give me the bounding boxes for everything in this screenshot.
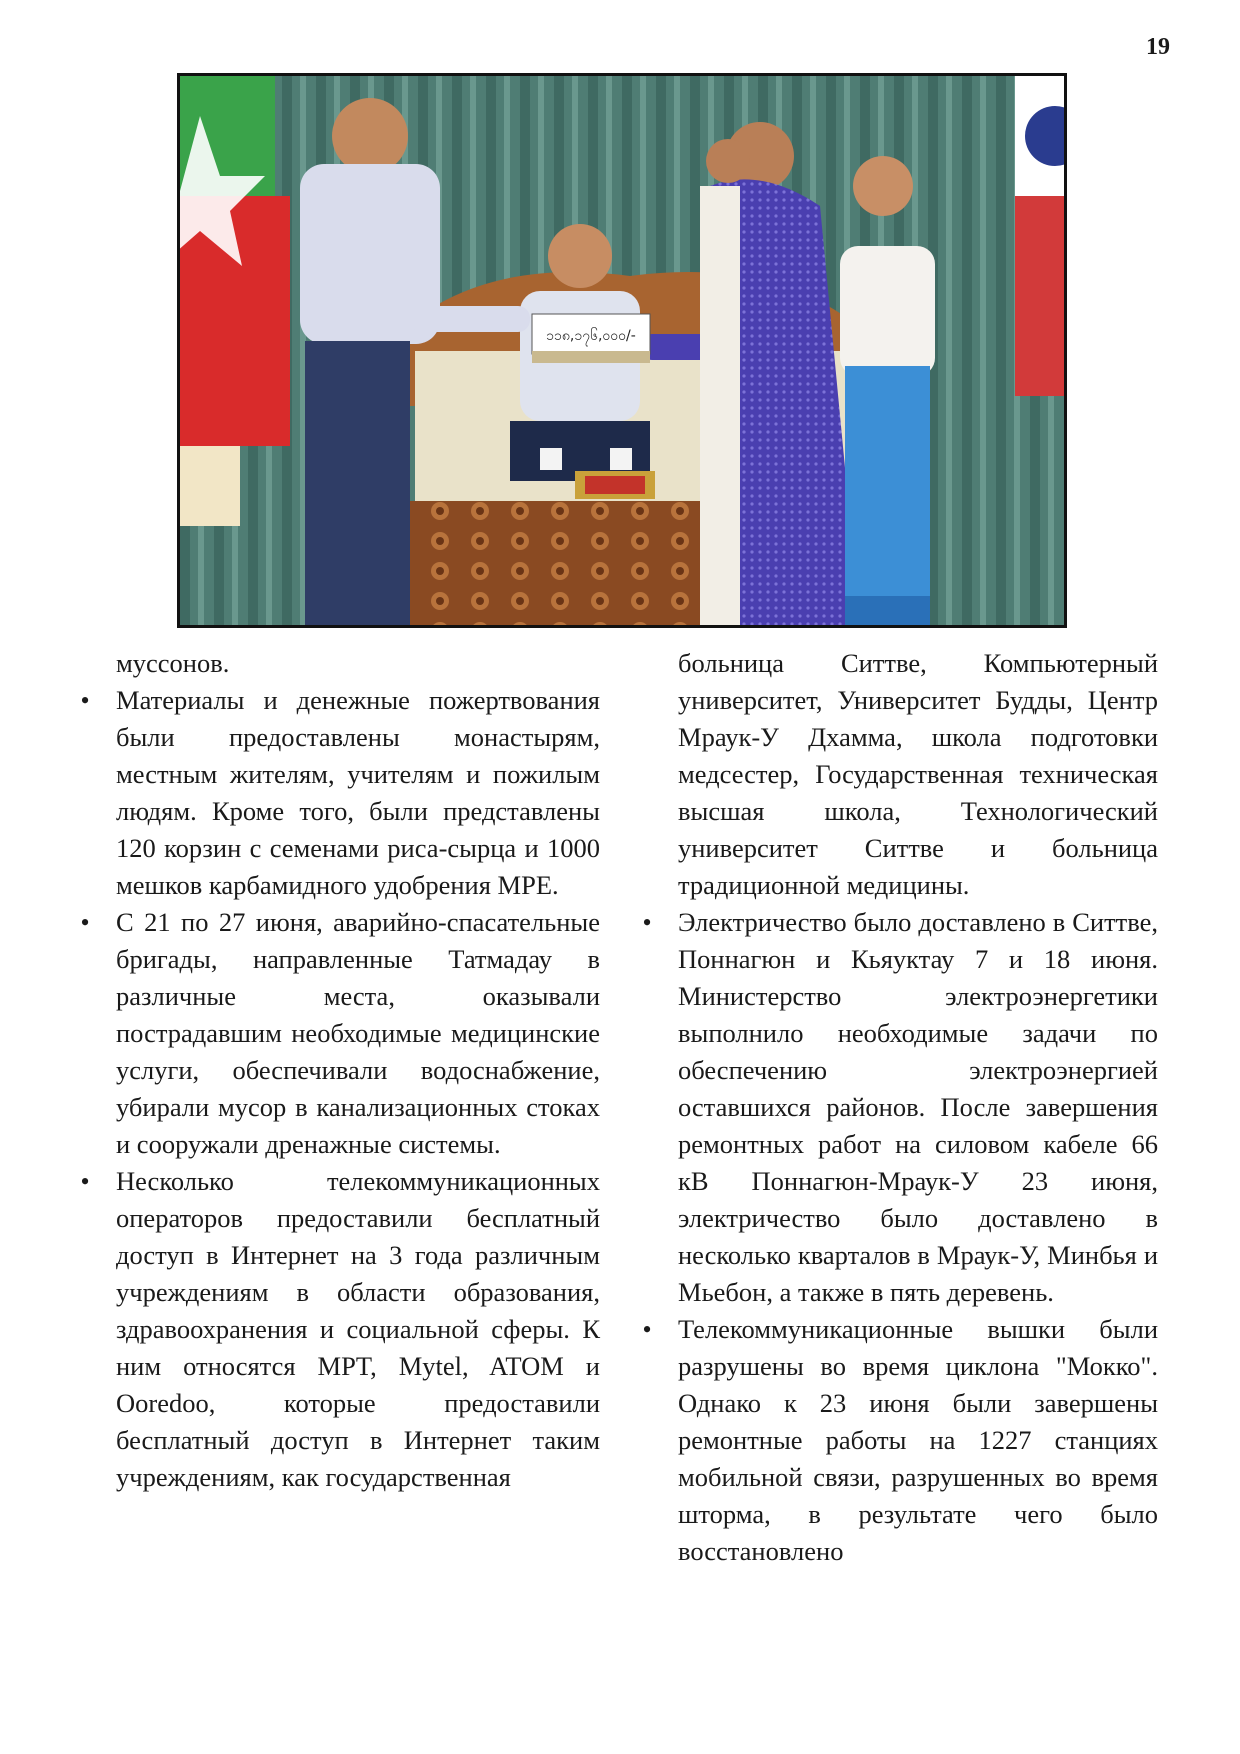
left-bullet-list (78, 682, 600, 1496)
list-item: • Телекоммуникационные вышки были разрушены во время циклона "Мокко". Однако к 23 июня были завершены ремонтные работы на 1227 станциях мобильной связи, разрушенных во время шторма, в результате чего было восстановлено (640, 1311, 1158, 1570)
page-number: 19 (1146, 34, 1170, 60)
left-column (78, 645, 600, 1496)
donation-ceremony-photo (180, 76, 1064, 625)
right-bullet-list (640, 904, 1158, 1570)
list-item: • Несколько телекоммуникационных операторов предоставили бесплатный доступ в Интернет на 3 года различным учреждениям в области образования, здравоохранения и социальной сферы. К ним относятся MPT, Mytel, ATOM и Ooredoo, которые предоставили бесплатный доступ в Интернет таким учреждениям, как государственная (78, 1163, 600, 1496)
right-continuation: больница Ситтве, Компьютерный университет, Университет Будды, Центр Мраук-У Дхамма, школа подготовки медсестер, Государственная техническая высшая школа, Технологический университет Ситтве и больница традиционной медицины. (678, 648, 1158, 900)
right-column (640, 645, 1158, 1570)
donation-box-label: ၁၁၈,၁၇၆,၀၀၀/- (546, 328, 636, 344)
list-item: • Материалы и денежные пожертвования были предоставлены монастырям, местным жителям, учителям и пожилым людям. Кроме того, были представлены 120 корзин с семенами риса-сырца и 1000 мешков карбамидного удобрения MPE. (78, 682, 600, 904)
left-continuation: муссонов. (116, 648, 230, 678)
list-item: • Электричество было доставлено в Ситтве, Поннагюн и Кьяуктау 7 и 18 июня. Министерство электроэнергетики выполнило необходимые задачи по обеспечению электроэнергией оставшихся районов. После завершения ремонтных работ на силовом кабеле 66 кВ Поннагюн-Мраук-У 23 июня, электричество было доставлено в несколько кварталов в Мраук-У, Минбья и Мьебон, а также в пять деревень. (640, 904, 1158, 1311)
list-item: • С 21 по 27 июня, аварийно-спасательные бригады, направленные Татмадау в различные места, оказывали пострадавшим необходимые медицинские услуги, обеспечивали водоснабжение, убирали мусор в канализационных стоках и сооружали дренажные системы. (78, 904, 600, 1163)
news-photo (177, 73, 1067, 628)
